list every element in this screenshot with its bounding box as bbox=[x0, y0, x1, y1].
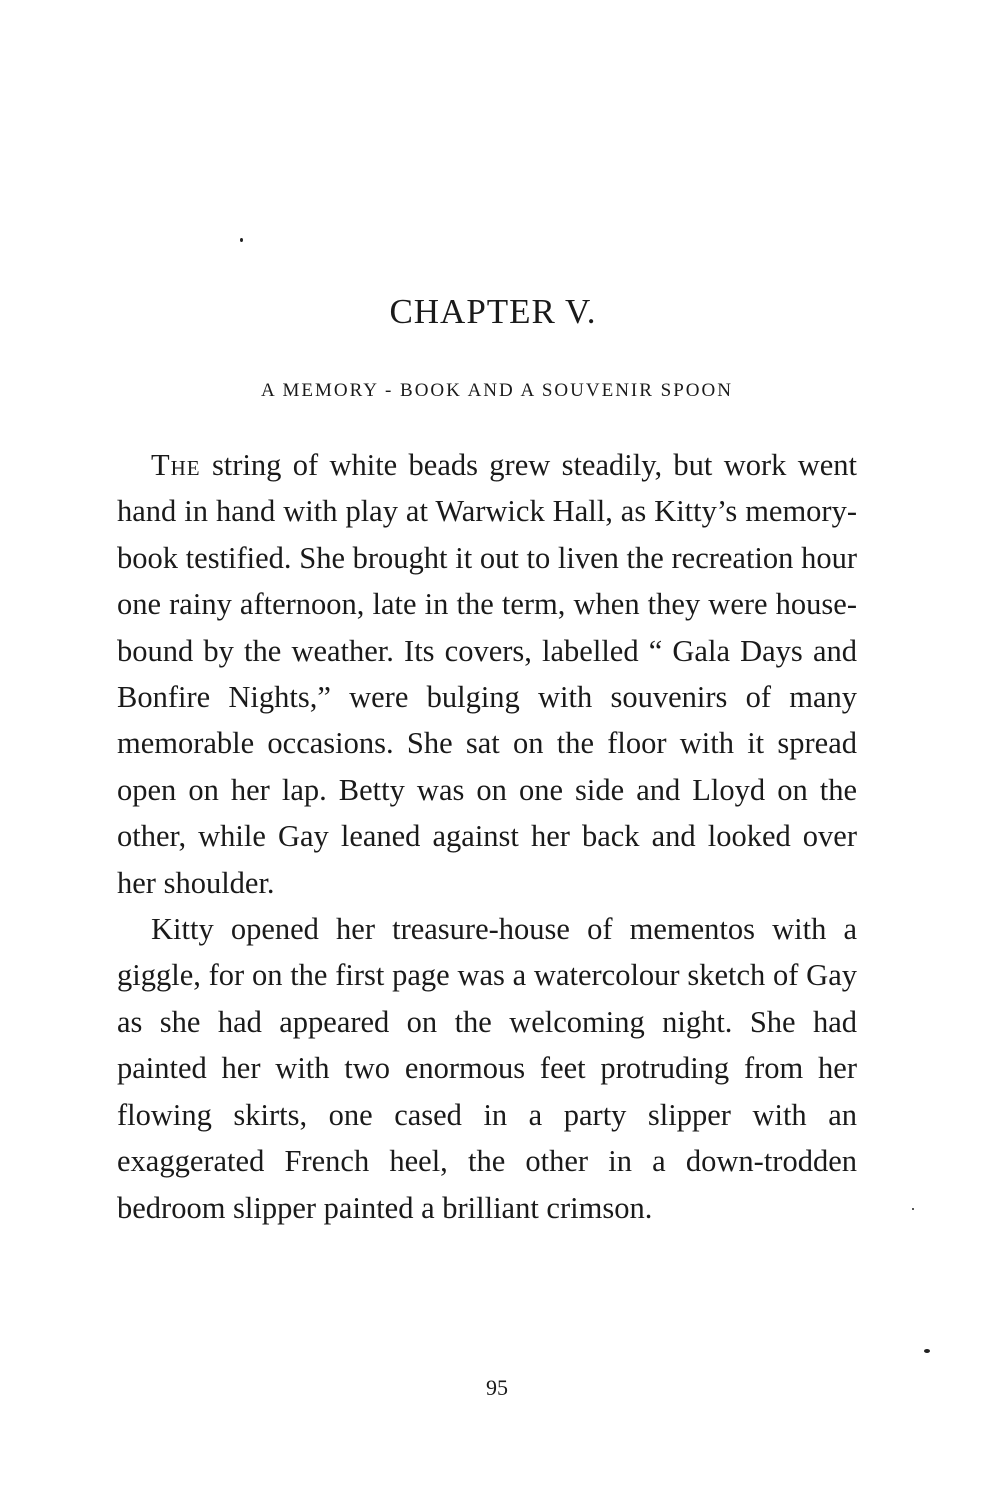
chapter-subtitle: A MEMORY - BOOK AND A SOUVENIR SPOON bbox=[261, 380, 733, 401]
paragraph bbox=[117, 442, 857, 906]
ink-speck bbox=[912, 1208, 914, 1210]
body-text bbox=[117, 442, 857, 1231]
chapter-heading-text: CHAPTER V. bbox=[389, 292, 597, 331]
paragraph-text: Kitty opened her treasure-house of mementos with a giggle, for on the first page was a watercolour sketch of Gay as she had appeared on the welcoming night. She had painted her with two enormous feet protruding from her flowing skirts, one cased in a party slipper with an exaggerated French heel, the other in a down-trodden bedroom slipper painted a brilliant crimson. bbox=[117, 912, 857, 1225]
paragraph bbox=[117, 906, 857, 1231]
chapter-heading bbox=[0, 292, 994, 332]
ink-speck bbox=[240, 238, 243, 242]
paragraph-lead-word: The bbox=[151, 448, 201, 482]
paragraph-text: string of white beads grew steadily, but work went hand in hand with play at Warwick Hall, as Kitty’s memory-book testified. She brought it out to liven the recreation hour one rainy afternoon, late in the term, when they were house-bound by the weather. Its covers, labelled “ Gala Days and Bonfire Nights,” were bulging with souvenirs of many memorable occasions. She sat on the floor with it spread open on her lap. Betty was on one side and Lloyd on the other, while Gay leaned against her back and looked over her shoulder. bbox=[117, 448, 857, 900]
page-number: 95 bbox=[486, 1375, 508, 1400]
ink-speck bbox=[924, 1349, 930, 1353]
